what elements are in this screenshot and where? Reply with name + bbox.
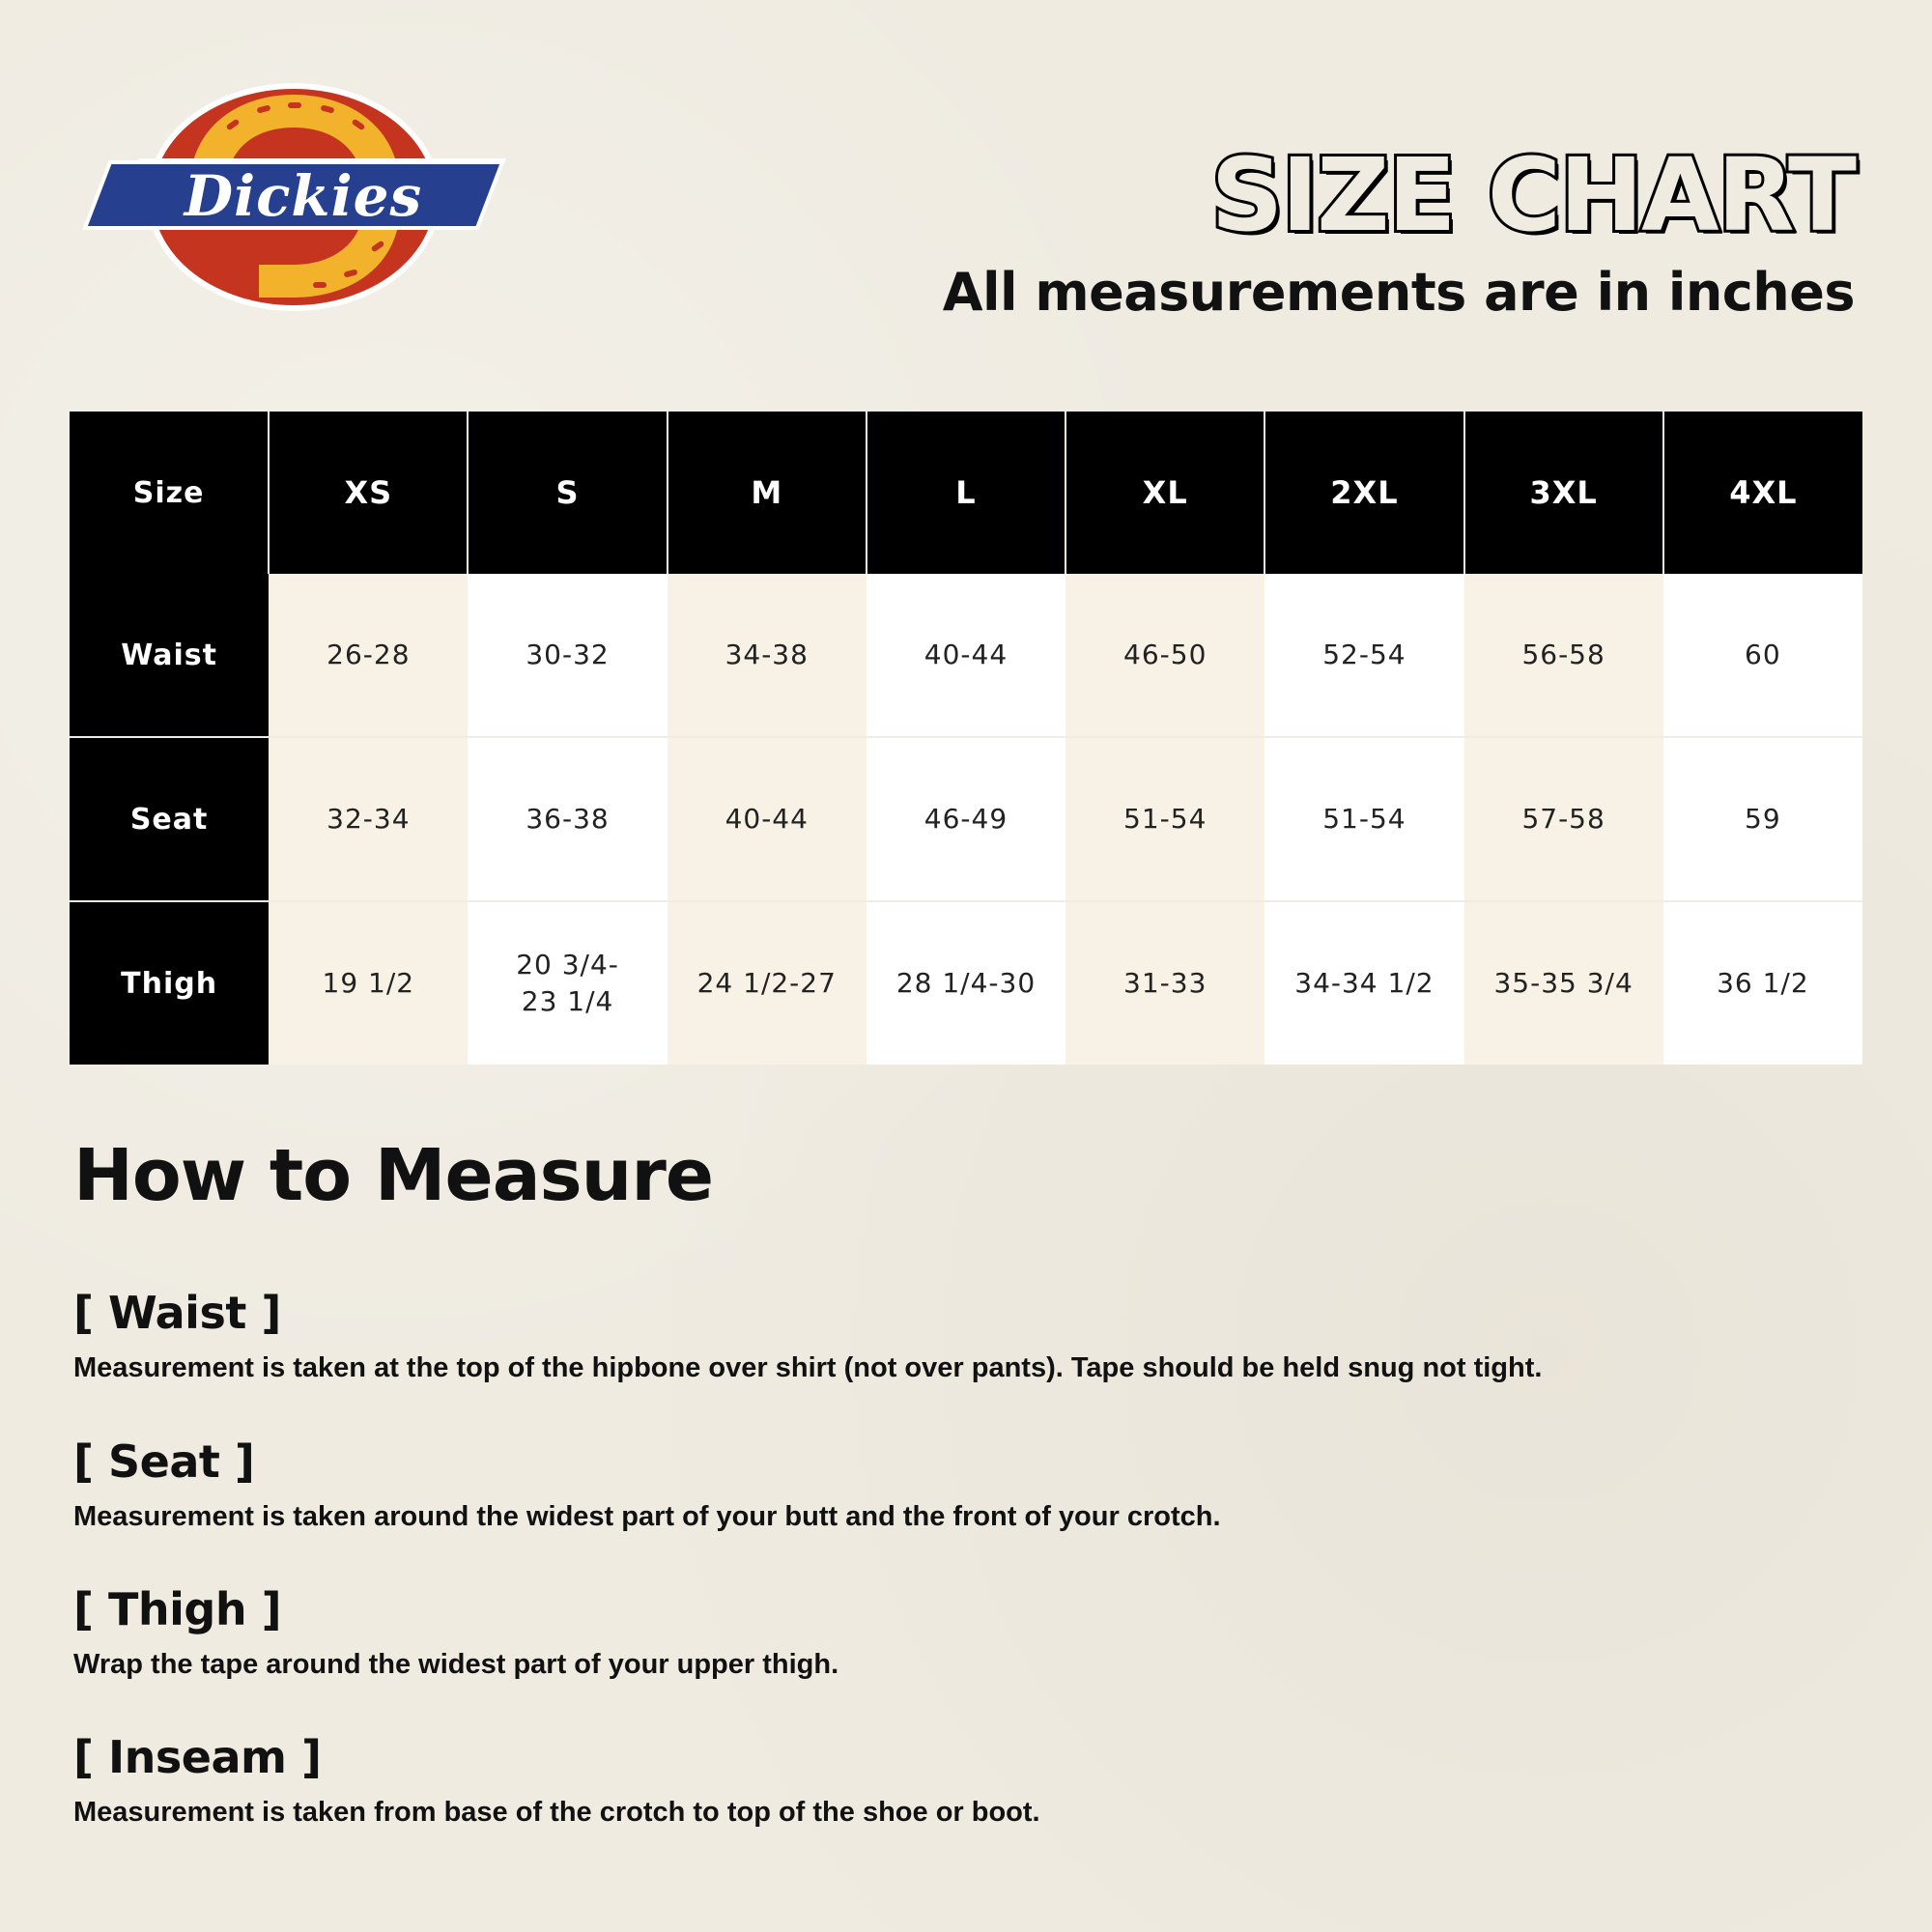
measure-item-thigh: [73, 1583, 1861, 1680]
table-cell: 40-44: [867, 574, 1065, 737]
measure-heading: [ Thigh ]: [73, 1583, 282, 1635]
table-cell: 46-49: [867, 737, 1065, 901]
page-subtitle: All measurements are in inches: [942, 262, 1855, 323]
table-row-waist: [70, 574, 1862, 737]
table-cell: 28 1/4-30: [867, 901, 1065, 1065]
row-header: Seat: [70, 737, 269, 901]
dickies-logo: [81, 81, 506, 313]
table-cell: 32-34: [269, 737, 468, 901]
table-cell: 51-54: [1264, 737, 1463, 901]
table-cell: 57-58: [1464, 737, 1663, 901]
measure-heading: [ Inseam ]: [73, 1731, 322, 1783]
table-row-seat: [70, 737, 1862, 901]
table-cell: 46-50: [1065, 574, 1264, 737]
table-cell: 36-38: [468, 737, 667, 901]
column-header: L: [867, 412, 1065, 574]
measure-item-waist: [73, 1287, 1861, 1383]
measure-description: Measurement is taken around the widest part of your butt and the front of your crotch.: [73, 1501, 1221, 1532]
measure-description: Measurement is taken from base of the crotch to top of the shoe or boot.: [73, 1797, 1040, 1828]
measure-description: Measurement is taken at the top of the hipbone over shirt (not over pants). Tape should be held snug not tight.: [73, 1352, 1543, 1383]
table-cell: 34-38: [668, 574, 867, 737]
table-cell: 26-28: [269, 574, 468, 737]
table-cell: 51-54: [1065, 737, 1264, 901]
table-cell: 60: [1663, 574, 1862, 737]
table-cell: 59: [1663, 737, 1862, 901]
measure-description: Wrap the tape around the widest part of your upper thigh.: [73, 1649, 839, 1680]
column-header: 3XL: [1464, 412, 1663, 574]
table-cell: 36 1/2: [1663, 901, 1862, 1065]
column-header: 2XL: [1264, 412, 1463, 574]
table-cell: 34-34 1/2: [1264, 901, 1463, 1065]
column-header: 4XL: [1663, 412, 1862, 574]
measure-heading: [ Seat ]: [73, 1435, 255, 1488]
how-to-measure-title: How to Measure: [73, 1134, 714, 1217]
brand-wordmark: Dickies: [184, 163, 423, 229]
table-cell: 24 1/2-27: [668, 901, 867, 1065]
table-cell: 35-35 3/4: [1464, 901, 1663, 1065]
page-title: SIZE CHART: [1210, 136, 1855, 254]
table-header-row: [70, 412, 1862, 574]
table-cell: 40-44: [668, 737, 867, 901]
column-header: XS: [269, 412, 468, 574]
row-header: Thigh: [70, 901, 269, 1065]
table-cell: 20 3/4- 23 1/4: [468, 901, 667, 1065]
table-cell: 30-32: [468, 574, 667, 737]
column-header: M: [668, 412, 867, 574]
row-header: Waist: [70, 574, 269, 737]
measure-item-seat: [73, 1435, 1861, 1532]
size-table: [70, 412, 1862, 1065]
measure-heading: [ Waist ]: [73, 1287, 281, 1339]
table-cell: 19 1/2: [269, 901, 468, 1065]
table-row-thigh: [70, 901, 1862, 1065]
table-cell: 56-58: [1464, 574, 1663, 737]
measure-item-inseam: [73, 1731, 1861, 1828]
column-header-size: Size: [70, 412, 269, 574]
table-cell: 31-33: [1065, 901, 1264, 1065]
column-header: XL: [1065, 412, 1264, 574]
column-header: S: [468, 412, 667, 574]
table-cell: 52-54: [1264, 574, 1463, 737]
